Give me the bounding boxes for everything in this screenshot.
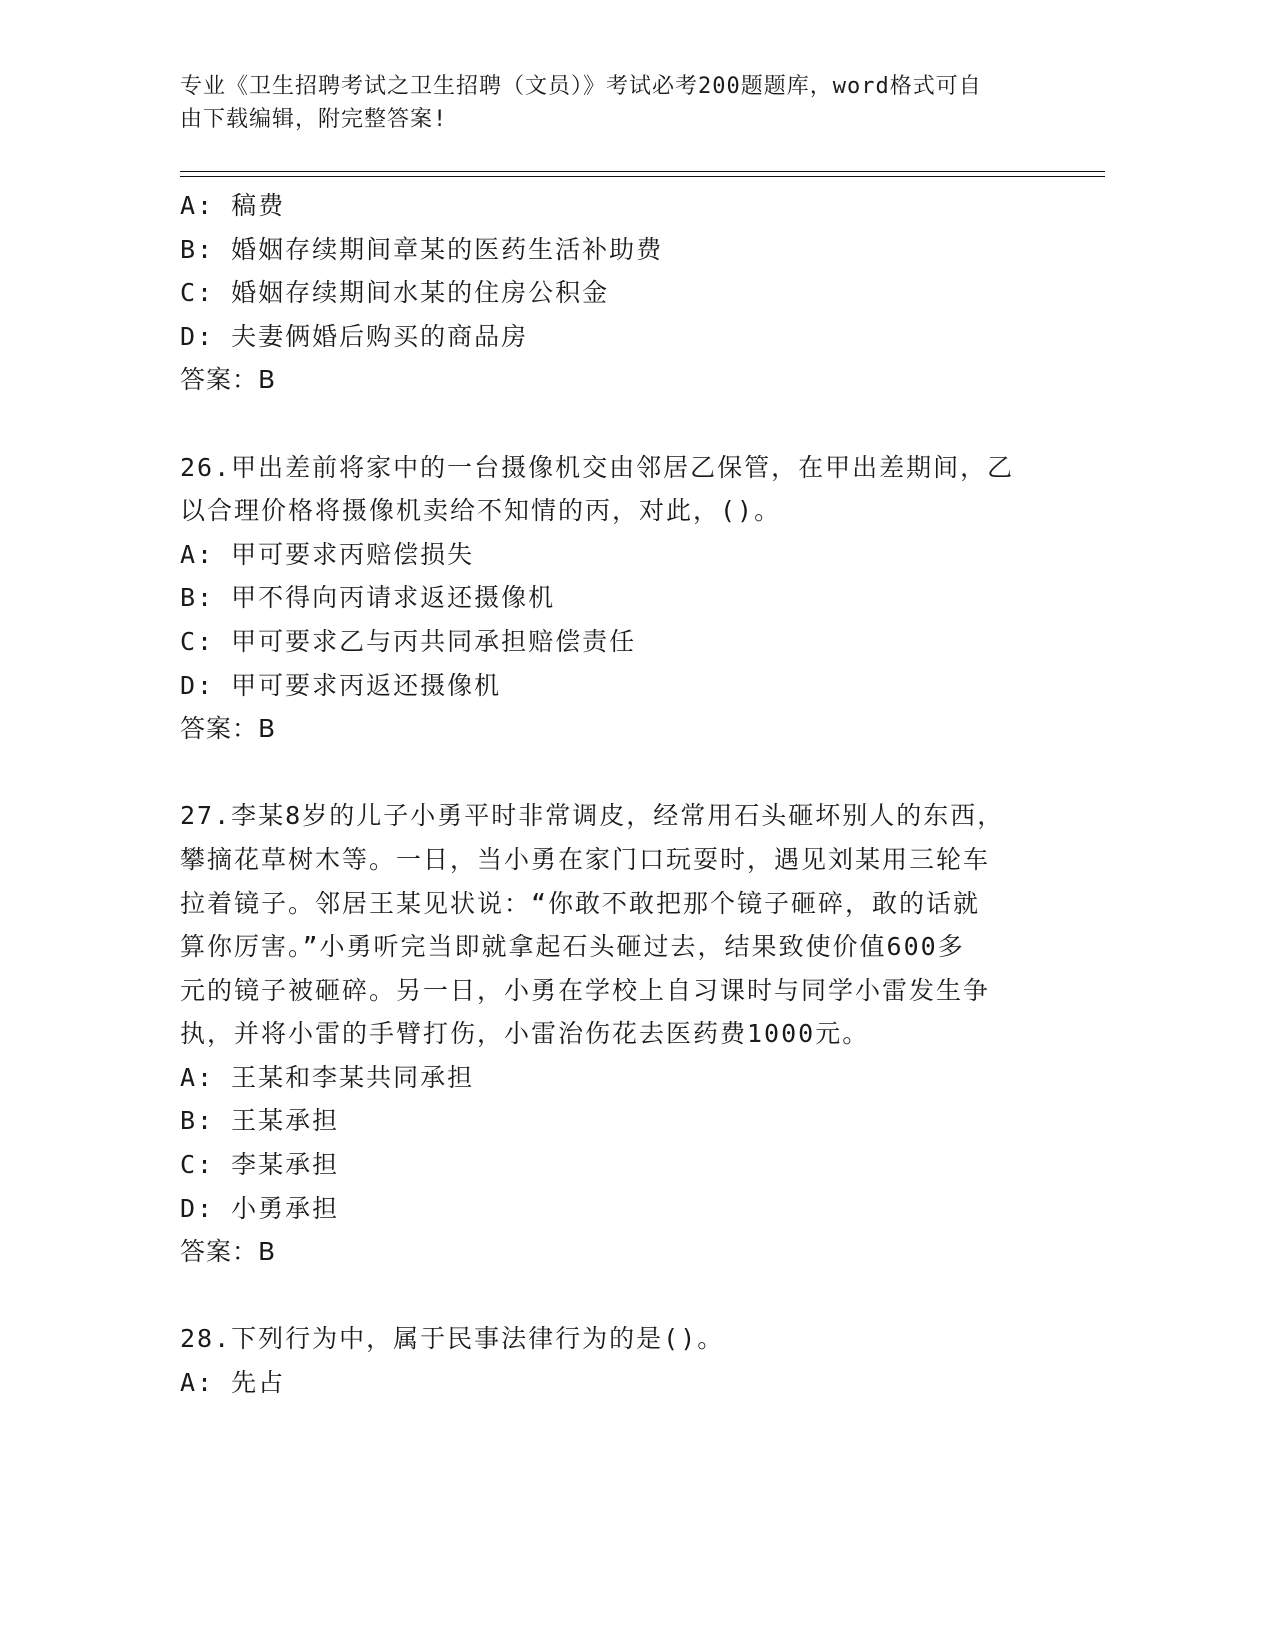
answer-line: 答案：B [180,714,277,744]
question-stem-line: 执，并将小雷的手臂打伤，小雷治伤花去医药费1000元。 [180,1019,870,1049]
question-stem-line: 27.李某8岁的儿子小勇平时非常调皮，经常用石头砸坏别人的东西， [180,801,1005,831]
question-stem-line: 攀摘花草树木等。一日，当小勇在家门口玩耍时，遇见刘某用三轮车 [180,844,991,874]
header-divider-bottom [180,176,1105,177]
option-b: B: 王某承担 [180,1106,340,1136]
question-stem-line: 元的镜子被砸碎。另一日，小勇在学校上自习课时与同学小雷发生争 [180,975,991,1005]
document-header [180,70,1040,136]
question-content [180,184,1040,1405]
question-28 [180,1317,1040,1404]
option-c: C: 李某承担 [180,1150,340,1180]
option-c: C: 婚姻存续期间水某的住房公积金 [180,278,610,308]
option-c: C: 甲可要求乙与丙共同承担赔偿责任 [180,626,637,656]
answer-line: 答案：B [180,1237,277,1267]
option-a: A: 先占 [180,1368,286,1398]
option-b: B: 甲不得向丙请求返还摄像机 [180,583,556,613]
option-a: A: 王某和李某共同承担 [180,1062,475,1092]
question-27 [180,794,1040,1274]
header-divider-top [180,171,1105,172]
question-stem-line: 以合理价格将摄像机卖给不知情的丙，对此，()。 [180,496,782,526]
option-a: A: 甲可要求丙赔偿损失 [180,539,475,569]
option-b: B: 婚姻存续期间章某的医药生活补助费 [180,234,664,264]
question-stem-line: 拉着镜子。邻居王某见状说：“你敢不敢把那个镜子砸碎，敢的话就 [180,888,981,918]
question-26 [180,446,1040,751]
spacer [180,402,1040,446]
option-d: D: 甲可要求丙返还摄像机 [180,670,502,700]
question-25 [180,184,1040,402]
option-d: D: 夫妻俩婚后购买的商品房 [180,321,529,351]
option-a: A: 稿费 [180,191,286,220]
answer-line: 答案：B [180,365,277,395]
spacer [180,1274,1040,1318]
option-d: D: 小勇承担 [180,1193,340,1223]
header-line-1: 专业《卫生招聘考试之卫生招聘（文员）》考试必考200题题库，word格式可自 [180,74,982,99]
question-stem-line: 26.甲出差前将家中的一台摄像机交由邻居乙保管，在甲出差期间，乙 [180,452,1015,482]
spacer [180,751,1040,795]
header-line-2: 由下载编辑，附完整答案! [180,107,448,132]
question-stem-line: 28.下列行为中，属于民事法律行为的是()。 [180,1324,725,1354]
question-stem-line: 算你厉害。”小勇听完当即就拿起石头砸过去，结果致使价值600多 [180,932,965,962]
